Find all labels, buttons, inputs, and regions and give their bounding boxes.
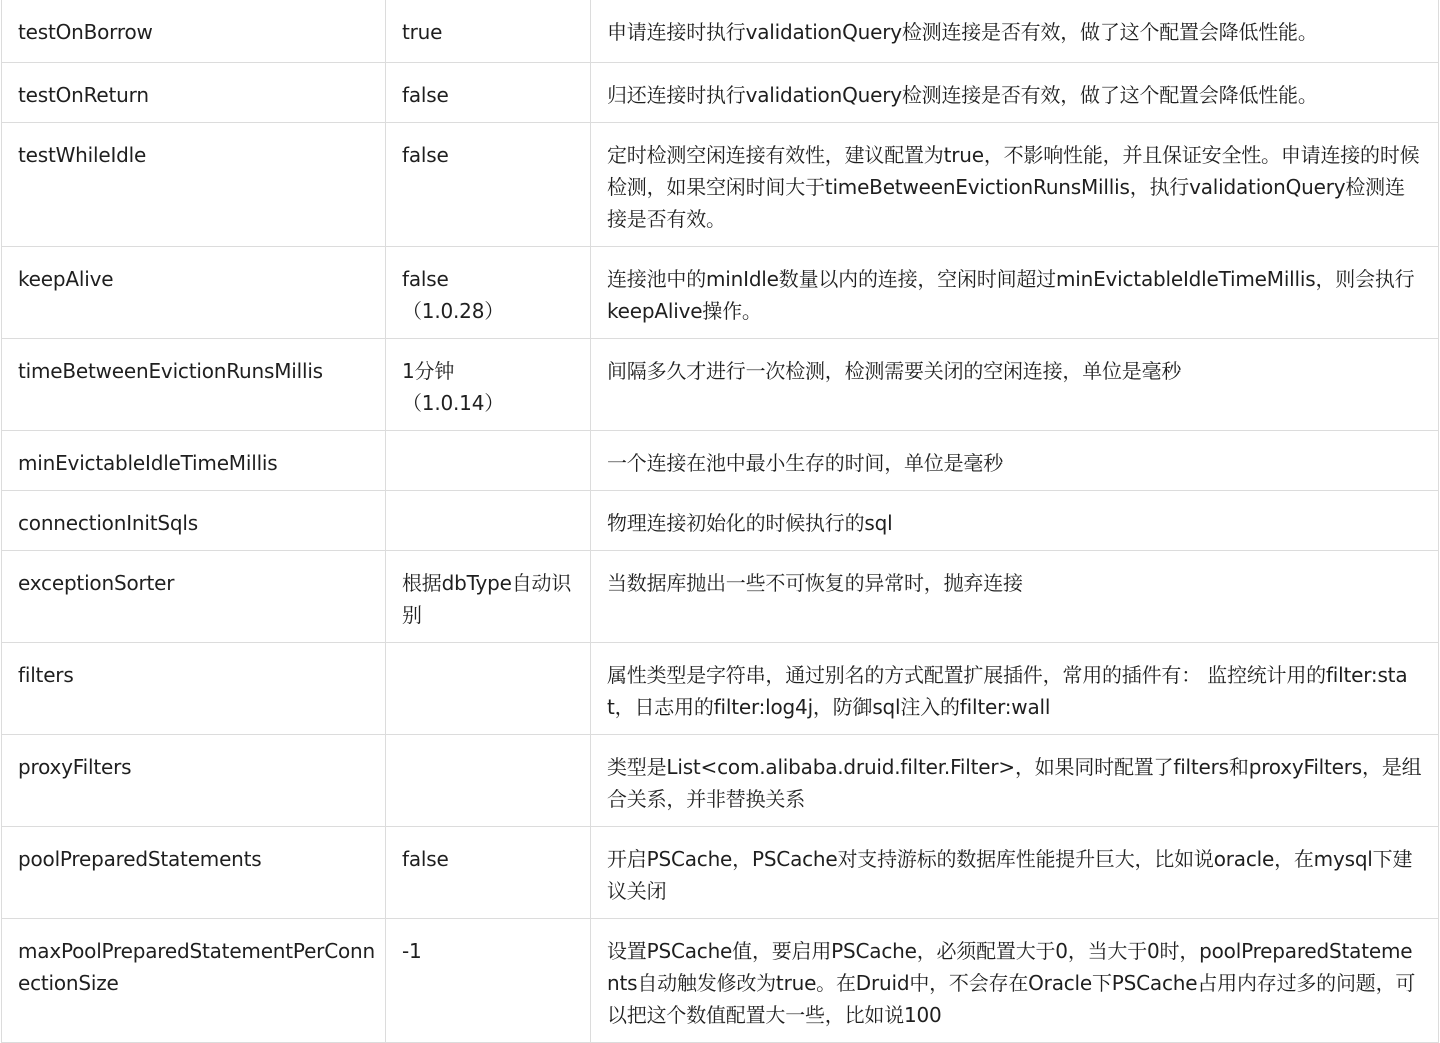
table-row [2, 62, 1439, 122]
param-default: true [386, 0, 591, 62]
param-name: maxPoolPreparedStatementPerConnectionSize [2, 918, 386, 1042]
param-default: 1分钟 （1.0.14） [386, 338, 591, 430]
table-row [2, 122, 1439, 246]
param-name: testWhileIdle [2, 122, 386, 246]
param-description: 归还连接时执行validationQuery检测连接是否有效，做了这个配置会降低性能。 [591, 62, 1439, 122]
param-description: 连接池中的minIdle数量以内的连接，空闲时间超过minEvictableIdleTimeMillis，则会执行keepAlive操作。 [591, 246, 1439, 338]
param-description: 开启PSCache，PSCache对支持游标的数据库性能提升巨大，比如说oracle，在mysql下建议关闭 [591, 826, 1439, 918]
param-default [386, 642, 591, 734]
param-default: false [386, 826, 591, 918]
table-row [2, 550, 1439, 642]
param-name: minEvictableIdleTimeMillis [2, 430, 386, 490]
param-name: keepAlive [2, 246, 386, 338]
param-default [386, 734, 591, 826]
param-description: 间隔多久才进行一次检测，检测需要关闭的空闲连接，单位是毫秒 [591, 338, 1439, 430]
param-default: false [386, 122, 591, 246]
param-name: exceptionSorter [2, 550, 386, 642]
table-row [2, 430, 1439, 490]
param-description: 物理连接初始化的时候执行的sql [591, 490, 1439, 550]
table-row [2, 338, 1439, 430]
param-default: 根据dbType自动识别 [386, 550, 591, 642]
table-row [2, 734, 1439, 826]
param-name: proxyFilters [2, 734, 386, 826]
param-description: 属性类型是字符串，通过别名的方式配置扩展插件，常用的插件有： 监控统计用的filter:stat，日志用的filter:log4j，防御sql注入的filter:wall [591, 642, 1439, 734]
param-name: testOnBorrow [2, 0, 386, 62]
param-name: filters [2, 642, 386, 734]
param-default [386, 430, 591, 490]
param-description: 设置PSCache值，要启用PSCache，必须配置大于0，当大于0时，poolPreparedStatements自动触发修改为true。在Druid中，不会存在Oracle下PSCache占用内存过多的问题，可以把这个数值配置大一些，比如说100 [591, 918, 1439, 1042]
param-description: 申请连接时执行validationQuery检测连接是否有效，做了这个配置会降低性能。 [591, 0, 1439, 62]
param-default: -1 [386, 918, 591, 1042]
param-name: connectionInitSqls [2, 490, 386, 550]
param-description: 类型是List<com.alibaba.druid.filter.Filter>，如果同时配置了filters和proxyFilters，是组合关系，并非替换关系 [591, 734, 1439, 826]
table-row [2, 490, 1439, 550]
table-row [2, 918, 1439, 1042]
param-description: 一个连接在池中最小生存的时间，单位是毫秒 [591, 430, 1439, 490]
param-name: poolPreparedStatements [2, 826, 386, 918]
config-table [1, 0, 1439, 1043]
param-name: timeBetweenEvictionRunsMillis [2, 338, 386, 430]
param-default [386, 490, 591, 550]
param-description: 定时检测空闲连接有效性，建议配置为true，不影响性能，并且保证安全性。申请连接的时候检测，如果空闲时间大于timeBetweenEvictionRunsMillis，执行validationQuery检测连接是否有效。 [591, 122, 1439, 246]
config-table-body [2, 0, 1439, 1042]
param-default: false [386, 62, 591, 122]
param-description: 当数据库抛出一些不可恢复的异常时，抛弃连接 [591, 550, 1439, 642]
table-row [2, 826, 1439, 918]
table-row [2, 246, 1439, 338]
table-row [2, 0, 1439, 62]
param-default: false （1.0.28） [386, 246, 591, 338]
param-name: testOnReturn [2, 62, 386, 122]
table-row [2, 642, 1439, 734]
